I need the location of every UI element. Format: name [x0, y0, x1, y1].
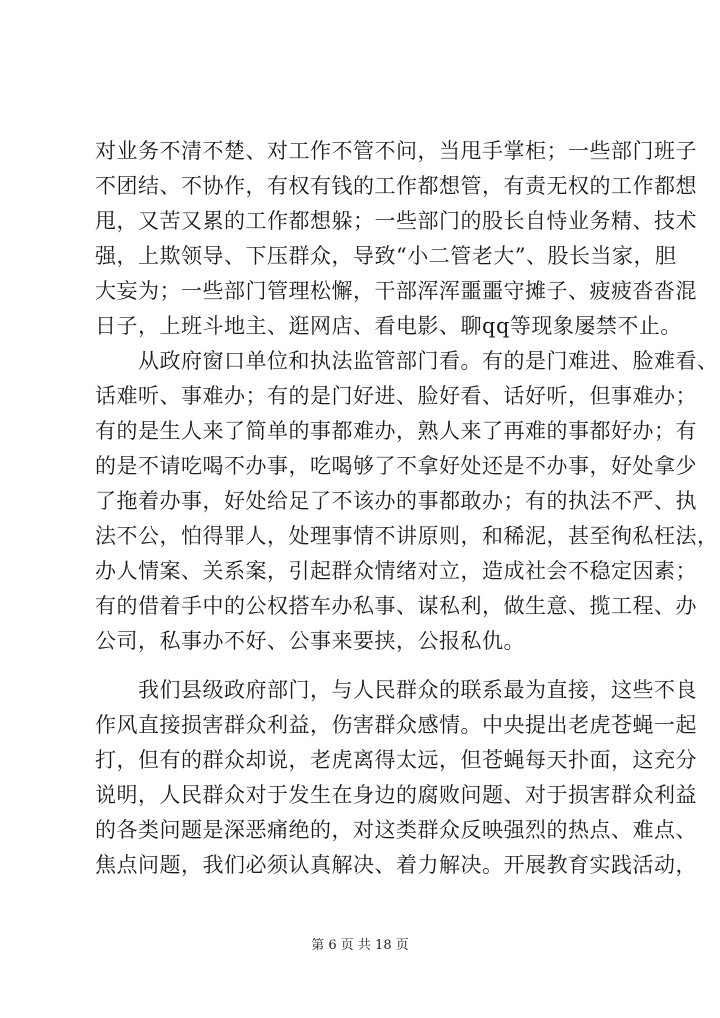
text-line: 公司，私事办不好、公事来要挟，公报私仇。 [95, 629, 525, 653]
text-line: 的是不请吃喝不办事，吃喝够了不拿好处还是不办事，好处拿少 [95, 454, 697, 478]
text-line: 说明，人民群众对于发生在身边的腐败问题、对于损害群众利益 [95, 783, 697, 807]
paragraph-start-line: 我们县级政府部门，与人民群众的联系最为直接，这些不良 [95, 678, 697, 702]
paragraph-start-line: 从政府窗口单位和执法监管部门看。有的是门难进、脸难看、 [95, 349, 719, 373]
text-line: 焦点问题，我们必须认真解决、着力解决。开展教育实践活动， [95, 853, 697, 877]
text-line: 话难听、事难办；有的是门好进、脸好看、话好听，但事难办； [95, 384, 697, 408]
text-line: 法不公，怕得罪人，处理事情不讲原则，和稀泥，甚至徇私枉法， [95, 524, 719, 548]
text-line: 对业务不清不楚、对工作不管不问，当甩手掌柜；一些部门班子 [95, 139, 697, 163]
text-line: 办人情案、关系案，引起群众情绪对立，造成社会不稳定因素； [95, 559, 697, 583]
text-line: 有的借着手中的公权搭车办私事、谋私利，做生意、揽工程、办 [95, 594, 697, 618]
text-line: 大妄为；一些部门管理松懈，干部浑浑噩噩守摊子、疲疲沓沓混 [95, 279, 697, 303]
text-line: 的各类问题是深恶痛绝的，对这类群众反映强烈的热点、难点、 [95, 818, 697, 842]
text-line: 日子，上班斗地主、逛网店、看电影、聊qq等现象屡禁不止。 [95, 314, 682, 338]
text-line: 强，上欺领导、下压群众，导致“小二管老大”、股长当家，胆 [95, 244, 677, 268]
text-line: 不团结、不协作，有权有钱的工作都想管，有责无权的工作都想 [95, 174, 697, 198]
text-line: 打，但有的群众却说，老虎离得太远，但苍蝇每天扑面，这充分 [95, 748, 697, 772]
text-line: 甩，又苦又累的工作都想躲；一些部门的股长自恃业务精、技术 [95, 209, 697, 233]
text-line: 作风直接损害群众利益，伤害群众感情。中央提出老虎苍蝇一起 [95, 713, 697, 737]
page-number-footer: 第 6 页 共 18 页 [311, 938, 409, 953]
text-line: 了拖着办事，好处给足了不该办的事都敢办；有的执法不严、执 [95, 489, 697, 513]
text-line: 有的是生人来了简单的事都难办，熟人来了再难的事都好办；有 [95, 419, 697, 443]
